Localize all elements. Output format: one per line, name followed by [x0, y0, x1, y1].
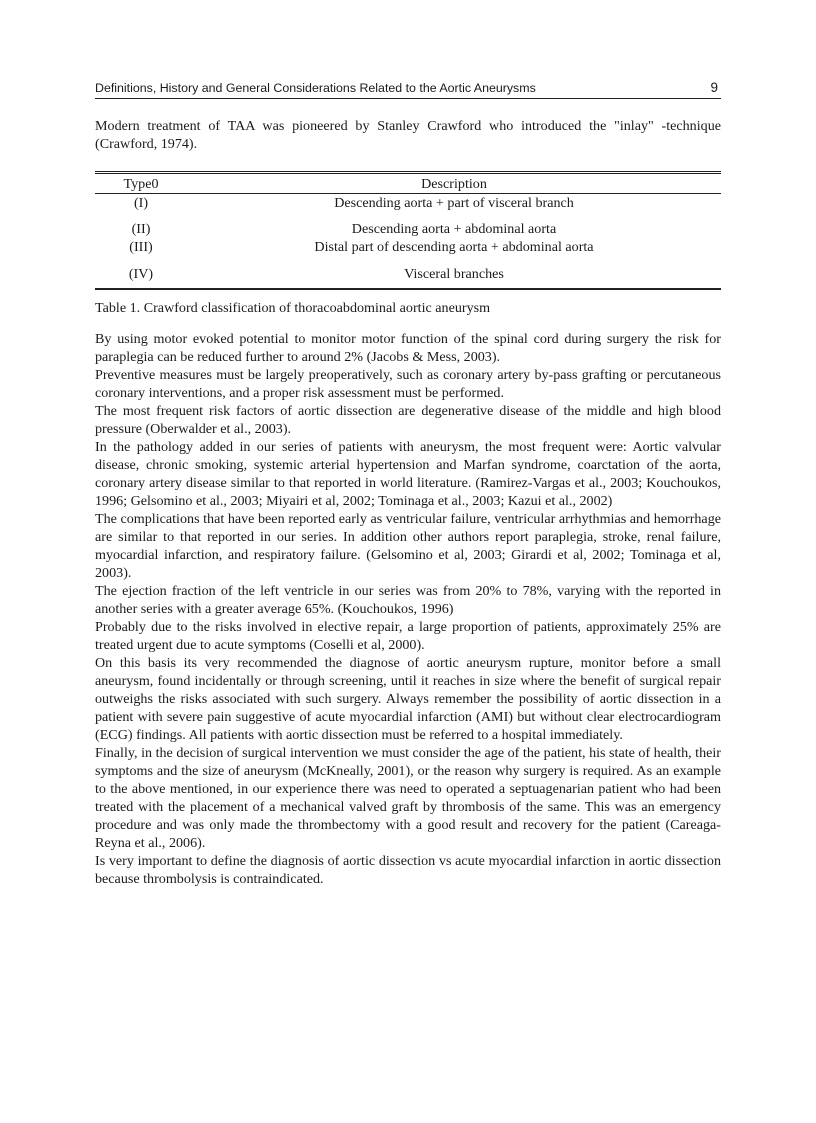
table-cell-type: (I) — [133, 195, 149, 211]
table-row — [95, 256, 721, 289]
table-header-description: Description — [187, 173, 721, 194]
paragraph-diagnose-rupture: On this basis its very recommended the diagnose of aortic aneurysm rupture, monitor before a small aneurysm, found incidentally or through screening, until it reaches in size where the benefit of surgical repair outweighs the risks associated with such surgery. Always remember the possibility of aortic dissection in a patient with severe pain suggestive of acute myocardial infarction (AMI) but without clear electrocardiogram (ECG) findings. All patients with aortic dissection must be referred to a hospital immediately. — [95, 655, 721, 743]
running-header-title: Definitions, History and General Considerations Related to the Aortic Aneurysms — [95, 81, 536, 95]
table-cell-description: Descending aorta + abdominal aorta — [351, 221, 557, 237]
table-cell-description: Distal part of descending aorta + abdominal aorta — [314, 239, 594, 255]
page-number: 9 — [710, 80, 718, 95]
table-cell-type: (IV) — [95, 256, 187, 289]
paragraph-pathology: In the pathology added in our series of patients with aneurysm, the most frequent were: Aortic valvular disease, chronic smoking, systemic arterial hypertension and Marfan syndrome, coarctation of the aorta, coronary artery disease similar to that reported in world literature. (Ramirez-Vargas et al., 2003; Kouchoukos, 1996; Gelsomino et al., 2003; Miyairi et al, 2002; Tominaga et al., 2003; Kazui et al., 2002) — [95, 439, 721, 509]
table-row — [95, 194, 721, 213]
paragraph-motor-evoked-potential: By using motor evoked potential to monitor motor function of the spinal cord during surgery the risk for paraplegia can be reduced further to around 2% (Jacobs & Mess, 2003). — [95, 331, 721, 365]
paragraph-ejection-fraction: The ejection fraction of the left ventricle in our series was from 20% to 78%, varying with the reported in another series with a greater average 65%. (Kouchoukos, 1996) — [95, 583, 721, 617]
paragraph-complications: The complications that have been reported early as ventricular failure, ventricular arrhythmias and hemorrhage are similar to that reported in our series. In addition other authors report paraplegia, stroke, renal failure, myocardial infarction, and respiratory failure. (Gelsomino et al, 2003; Girardi et al, 2002; Tominaga et al, 2003). — [95, 511, 721, 581]
intro-text: Modern treatment of TAA was pioneered by Stanley Crawford who introduced the "inlay" -technique (Crawford, 1974). — [95, 118, 721, 152]
table-cell-type: (II) — [131, 221, 151, 237]
table-header-row — [95, 173, 721, 194]
main-body — [95, 330, 721, 888]
paragraph-elective-repair: Probably due to the risks involved in elective repair, a large proportion of patients, approximately 25% are treated urgent due to acute symptoms (Coselli et al, 2000). — [95, 619, 721, 653]
table-cell-description: Descending aorta + part of visceral branch — [334, 195, 574, 211]
table-row — [95, 212, 721, 238]
paragraph-risk-factors: The most frequent risk factors of aortic dissection are degenerative disease of the middle and high blood pressure (Oberwalder et al., 2003). — [95, 403, 721, 437]
table-row — [95, 238, 721, 256]
crawford-classification-table — [95, 171, 721, 290]
table-caption: Table 1. Crawford classification of thoracoabdominal aortic aneurysm — [95, 300, 491, 316]
intro-paragraph — [95, 117, 721, 153]
paragraph-preventive-measures: Preventive measures must be largely preoperatively, such as coronary artery by-pass grafting or percutaneous coronary interventions, and a proper risk assessment must be performed. — [95, 367, 721, 401]
table-cell-description: Visceral branches — [187, 256, 721, 289]
running-header — [95, 80, 721, 99]
paragraph-thrombolysis: Is very important to define the diagnosis of aortic dissection vs acute myocardial infarction in aortic dissection because thrombolysis is contraindicated. — [95, 853, 721, 887]
paragraph-surgical-decision: Finally, in the decision of surgical intervention we must consider the age of the patient, his state of health, their symptoms and the size of aneurysm (McKneally, 2001), or the reason why surgery is required. As an example to the above mentioned, in our experience there was need to operated a septuagenarian patient who had been treated with the placement of a mechanical valved graft by thrombosis of the same. This was an emergency procedure and was only made the thrombectomy with a good result and recovery for the patient (Careaga-Reyna et al., 2006). — [95, 745, 721, 851]
table-header-type: Type0 — [95, 173, 187, 194]
table-cell-type: (III) — [129, 239, 153, 255]
